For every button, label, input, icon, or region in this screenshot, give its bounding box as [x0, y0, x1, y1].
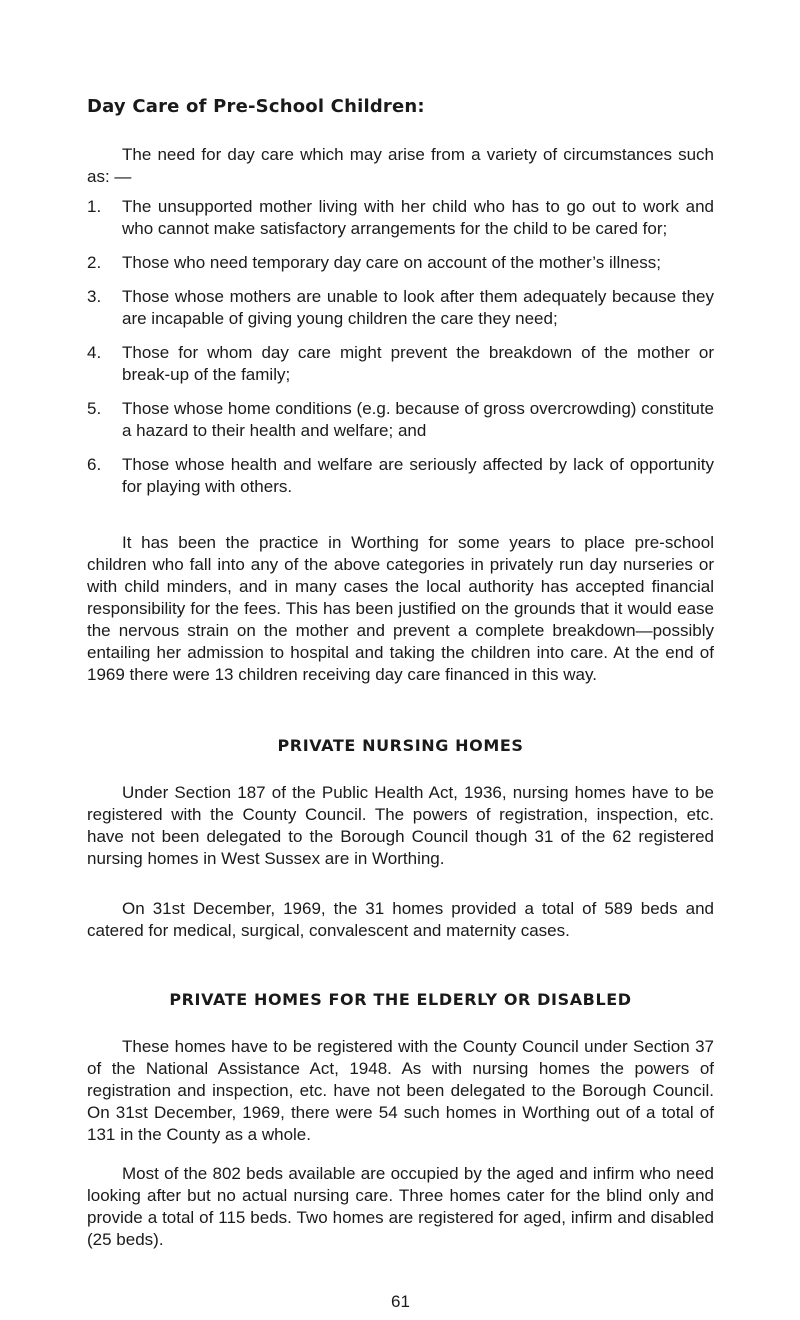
nursing-paragraph-2: On 31st December, 1969, the 31 homes provided a total of 589 beds and catered for medical, surgical, convalescent and maternity cases.	[87, 899, 714, 940]
list-item	[87, 454, 714, 498]
section-heading-elderly-homes: PRIVATE HOMES FOR THE ELDERLY OR DISABLED	[169, 990, 632, 1009]
practice-paragraph: It has been the practice in Worthing for some years to place pre-school children who fall into any of the above categories in privately run day nurseries or with child minders, and in many cases the local authority has accepted financial responsibility for the fees. This has been justified on the grounds that it would ease the nervous strain on the mother and prevent a complete breakdown—possibly entailing her admission to hospital and taking the children into care. At the end of 1969 there were 13 children receiving day care financed in this way.	[87, 533, 714, 684]
elderly-paragraph-2: Most of the 802 beds available are occupied by the aged and infirm who need looking after but no actual nursing care. Three homes cater for the blind only and provide a total of 115 beds. Two homes are registered for aged, infirm and disabled (25 beds).	[87, 1164, 714, 1249]
intro-paragraph: The need for day care which may arise from a variety of circumstances such as: —	[87, 145, 714, 186]
nursing-paragraph-1: Under Section 187 of the Public Health Act, 1936, nursing homes have to be registered with the County Council. The powers of registration, inspection, etc. have not been delegated to the Borough Council though 31 of the 62 registered nursing homes in West Sussex are in Worthing.	[87, 783, 714, 868]
list-item-number: 3.	[87, 287, 102, 306]
list-item	[87, 252, 714, 274]
list-item-number: 2.	[87, 253, 102, 272]
list-item-number: 1.	[87, 197, 102, 216]
list-item	[87, 398, 714, 442]
section-heading-nursing-homes: PRIVATE NURSING HOMES	[277, 736, 524, 755]
list-item-text: Those whose mothers are unable to look after them adequately because they are incapable of giving young children the care they need;	[122, 287, 714, 328]
page-number: 61	[391, 1292, 410, 1311]
list-item-text: Those whose health and welfare are seriously affected by lack of opportunity for playing with others.	[122, 455, 714, 496]
list-item-text: Those for whom day care might prevent the breakdown of the mother or break-up of the family;	[122, 343, 714, 384]
list-item-text: Those who need temporary day care on account of the mother’s illness;	[122, 253, 661, 272]
list-item	[87, 342, 714, 386]
list-item-number: 4.	[87, 343, 102, 362]
section-heading-day-care: Day Care of Pre-School Children:	[87, 96, 425, 117]
circumstances-list	[87, 196, 714, 510]
list-item-number: 6.	[87, 455, 102, 474]
list-item-text: Those whose home conditions (e.g. because of gross overcrowding) constitute a hazard to their health and welfare; and	[122, 399, 714, 440]
list-item	[87, 196, 714, 240]
elderly-paragraph-1: These homes have to be registered with the County Council under Section 37 of the National Assistance Act, 1948. As with nursing homes the powers of registration and inspection, etc. have not been delegated to the Borough Council. On 31st December, 1969, there were 54 such homes in Worthing out of a total of 131 in the County as a whole.	[87, 1037, 714, 1144]
list-item-text: The unsupported mother living with her child who has to go out to work and who cannot make satisfactory arrangements for the child to be cared for;	[122, 197, 714, 238]
list-item	[87, 286, 714, 330]
list-item-number: 5.	[87, 399, 102, 418]
